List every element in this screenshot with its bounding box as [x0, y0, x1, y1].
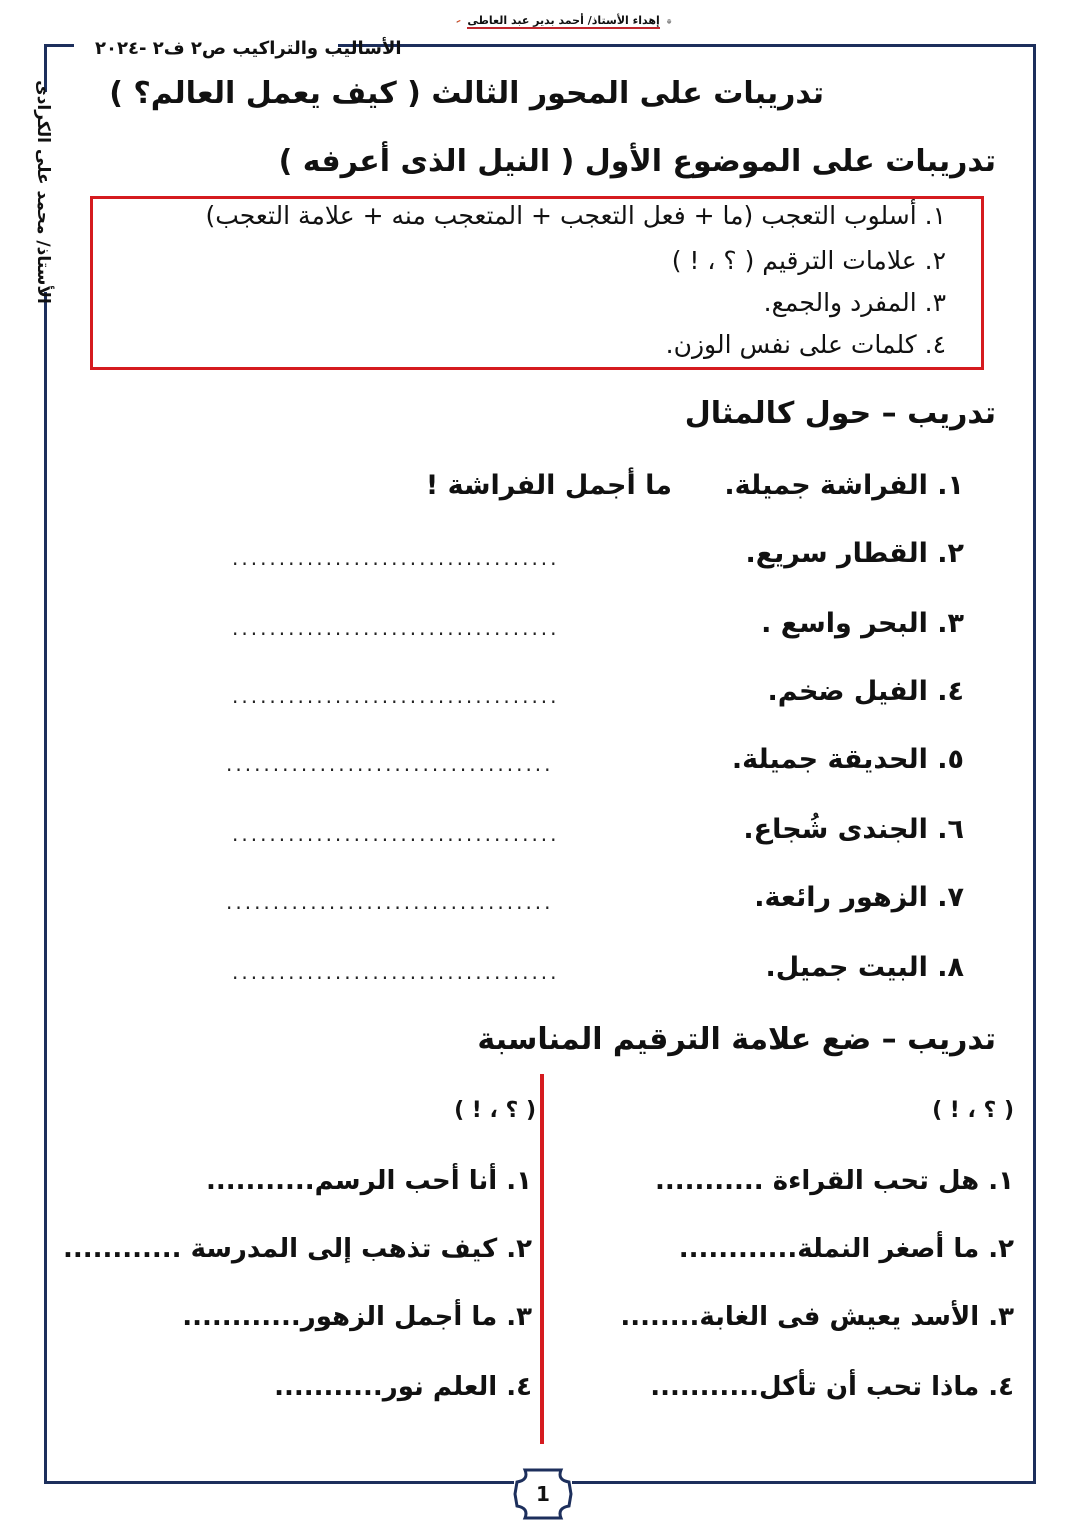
exercise2-right-item-4: ٤. ماذا تحب أن تأكل........... — [650, 1372, 1014, 1402]
rule-1: ١. أسلوب التعجب (ما + فعل التعجب + المتعجب منه + علامة التعجب) — [205, 201, 946, 230]
answer-blank[interactable]: ................................... — [226, 890, 554, 914]
answer-blank[interactable]: ................................... — [232, 546, 560, 570]
exercise2-left-item-3: ٣. ما أجمل الزهور............ — [182, 1302, 532, 1332]
frame-left-bottom — [44, 292, 47, 1484]
author-badge-text: إهداء الأستاذ/ أحمد بدير عبد العاطى — [467, 13, 660, 27]
exercise2-right-item-2: ٢. ما أصغر النملة............ — [678, 1234, 1014, 1264]
frame-bottom-left — [44, 1481, 514, 1484]
exercise1-item-3: ٣. البحر واسع . — [761, 608, 964, 639]
frame-top-right — [338, 44, 1036, 47]
exercise1-item-5: ٥. الحديقة جميلة. — [731, 744, 964, 775]
exercise1-item-1: ١. الفراشة جميلة. — [724, 470, 964, 501]
rule-4: ٤. كلمات على نفس الوزن. — [665, 330, 946, 359]
topic-title: تدريبات على الموضوع الأول ( النيل الذى أعرفه ) — [278, 144, 996, 179]
top-line-label: الأساليب والتراكيب ص٢ ف٢ -٢٠٢٤ — [95, 38, 402, 59]
punctuation-options-left: ( ؟ ، ! ) — [454, 1098, 536, 1123]
rule-3: ٣. المفرد والجمع. — [763, 288, 946, 317]
exercise1-example-answer: ما أجمل الفراشة ! — [425, 470, 672, 501]
exercise2-left-item-2: ٢. كيف تذهب إلى المدرسة ............ — [63, 1234, 532, 1264]
exercise1-item-6: ٦. الجندى شُجاع. — [743, 814, 964, 845]
answer-blank[interactable]: ................................... — [232, 684, 560, 708]
owl-logo-icon — [666, 6, 672, 36]
answer-blank[interactable]: ................................... — [226, 752, 554, 776]
answer-blank[interactable]: ................................... — [232, 616, 560, 640]
exercise1-item-8: ٨. البيت جميل. — [765, 952, 964, 983]
frame-bottom-right — [572, 1481, 1036, 1484]
exercise2-left-item-4: ٤. العلم نور........... — [274, 1372, 532, 1402]
punctuation-options-right: ( ؟ ، ! ) — [932, 1098, 1014, 1123]
page-number: 1 — [536, 1482, 550, 1506]
frame-right — [1033, 44, 1036, 1484]
exercise1-item-2: ٢. القطار سريع. — [745, 538, 964, 569]
rule-2: ٢. علامات الترقيم ( ؟ ، ! ) — [671, 246, 946, 275]
side-teacher-label — [18, 80, 68, 304]
answer-blank[interactable]: ................................... — [232, 822, 560, 846]
frame-top-left — [44, 44, 74, 47]
exercise2-title: تدريب – ضع علامة الترقيم المناسبة — [477, 1022, 996, 1057]
main-title: تدريبات على المحور الثالث ( كيف يعمل العالم؟ ) — [109, 76, 824, 111]
exercise2-right-item-3: ٣. الأسد يعيش فى الغابة........ — [620, 1302, 1014, 1332]
exercise1-item-7: ٧. الزهور رائعة. — [754, 882, 964, 913]
exercise1-title: تدريب – حول كالمثال — [684, 396, 996, 431]
pencil-icon — [456, 8, 461, 34]
side-teacher-text: الأستاذ/ محمد على الكرادى — [33, 80, 53, 304]
answer-blank[interactable]: ................................... — [232, 960, 560, 984]
page-number-badge — [511, 1466, 575, 1522]
exercise1-item-4: ٤. الفيل ضخم. — [767, 676, 964, 707]
column-divider — [540, 1074, 544, 1444]
author-badge — [456, 4, 672, 38]
exercise2-left-item-1: ١. أنا أحب الرسم........... — [206, 1166, 532, 1196]
exercise2-right-item-1: ١. هل تحب القراءة ........... — [655, 1166, 1014, 1196]
